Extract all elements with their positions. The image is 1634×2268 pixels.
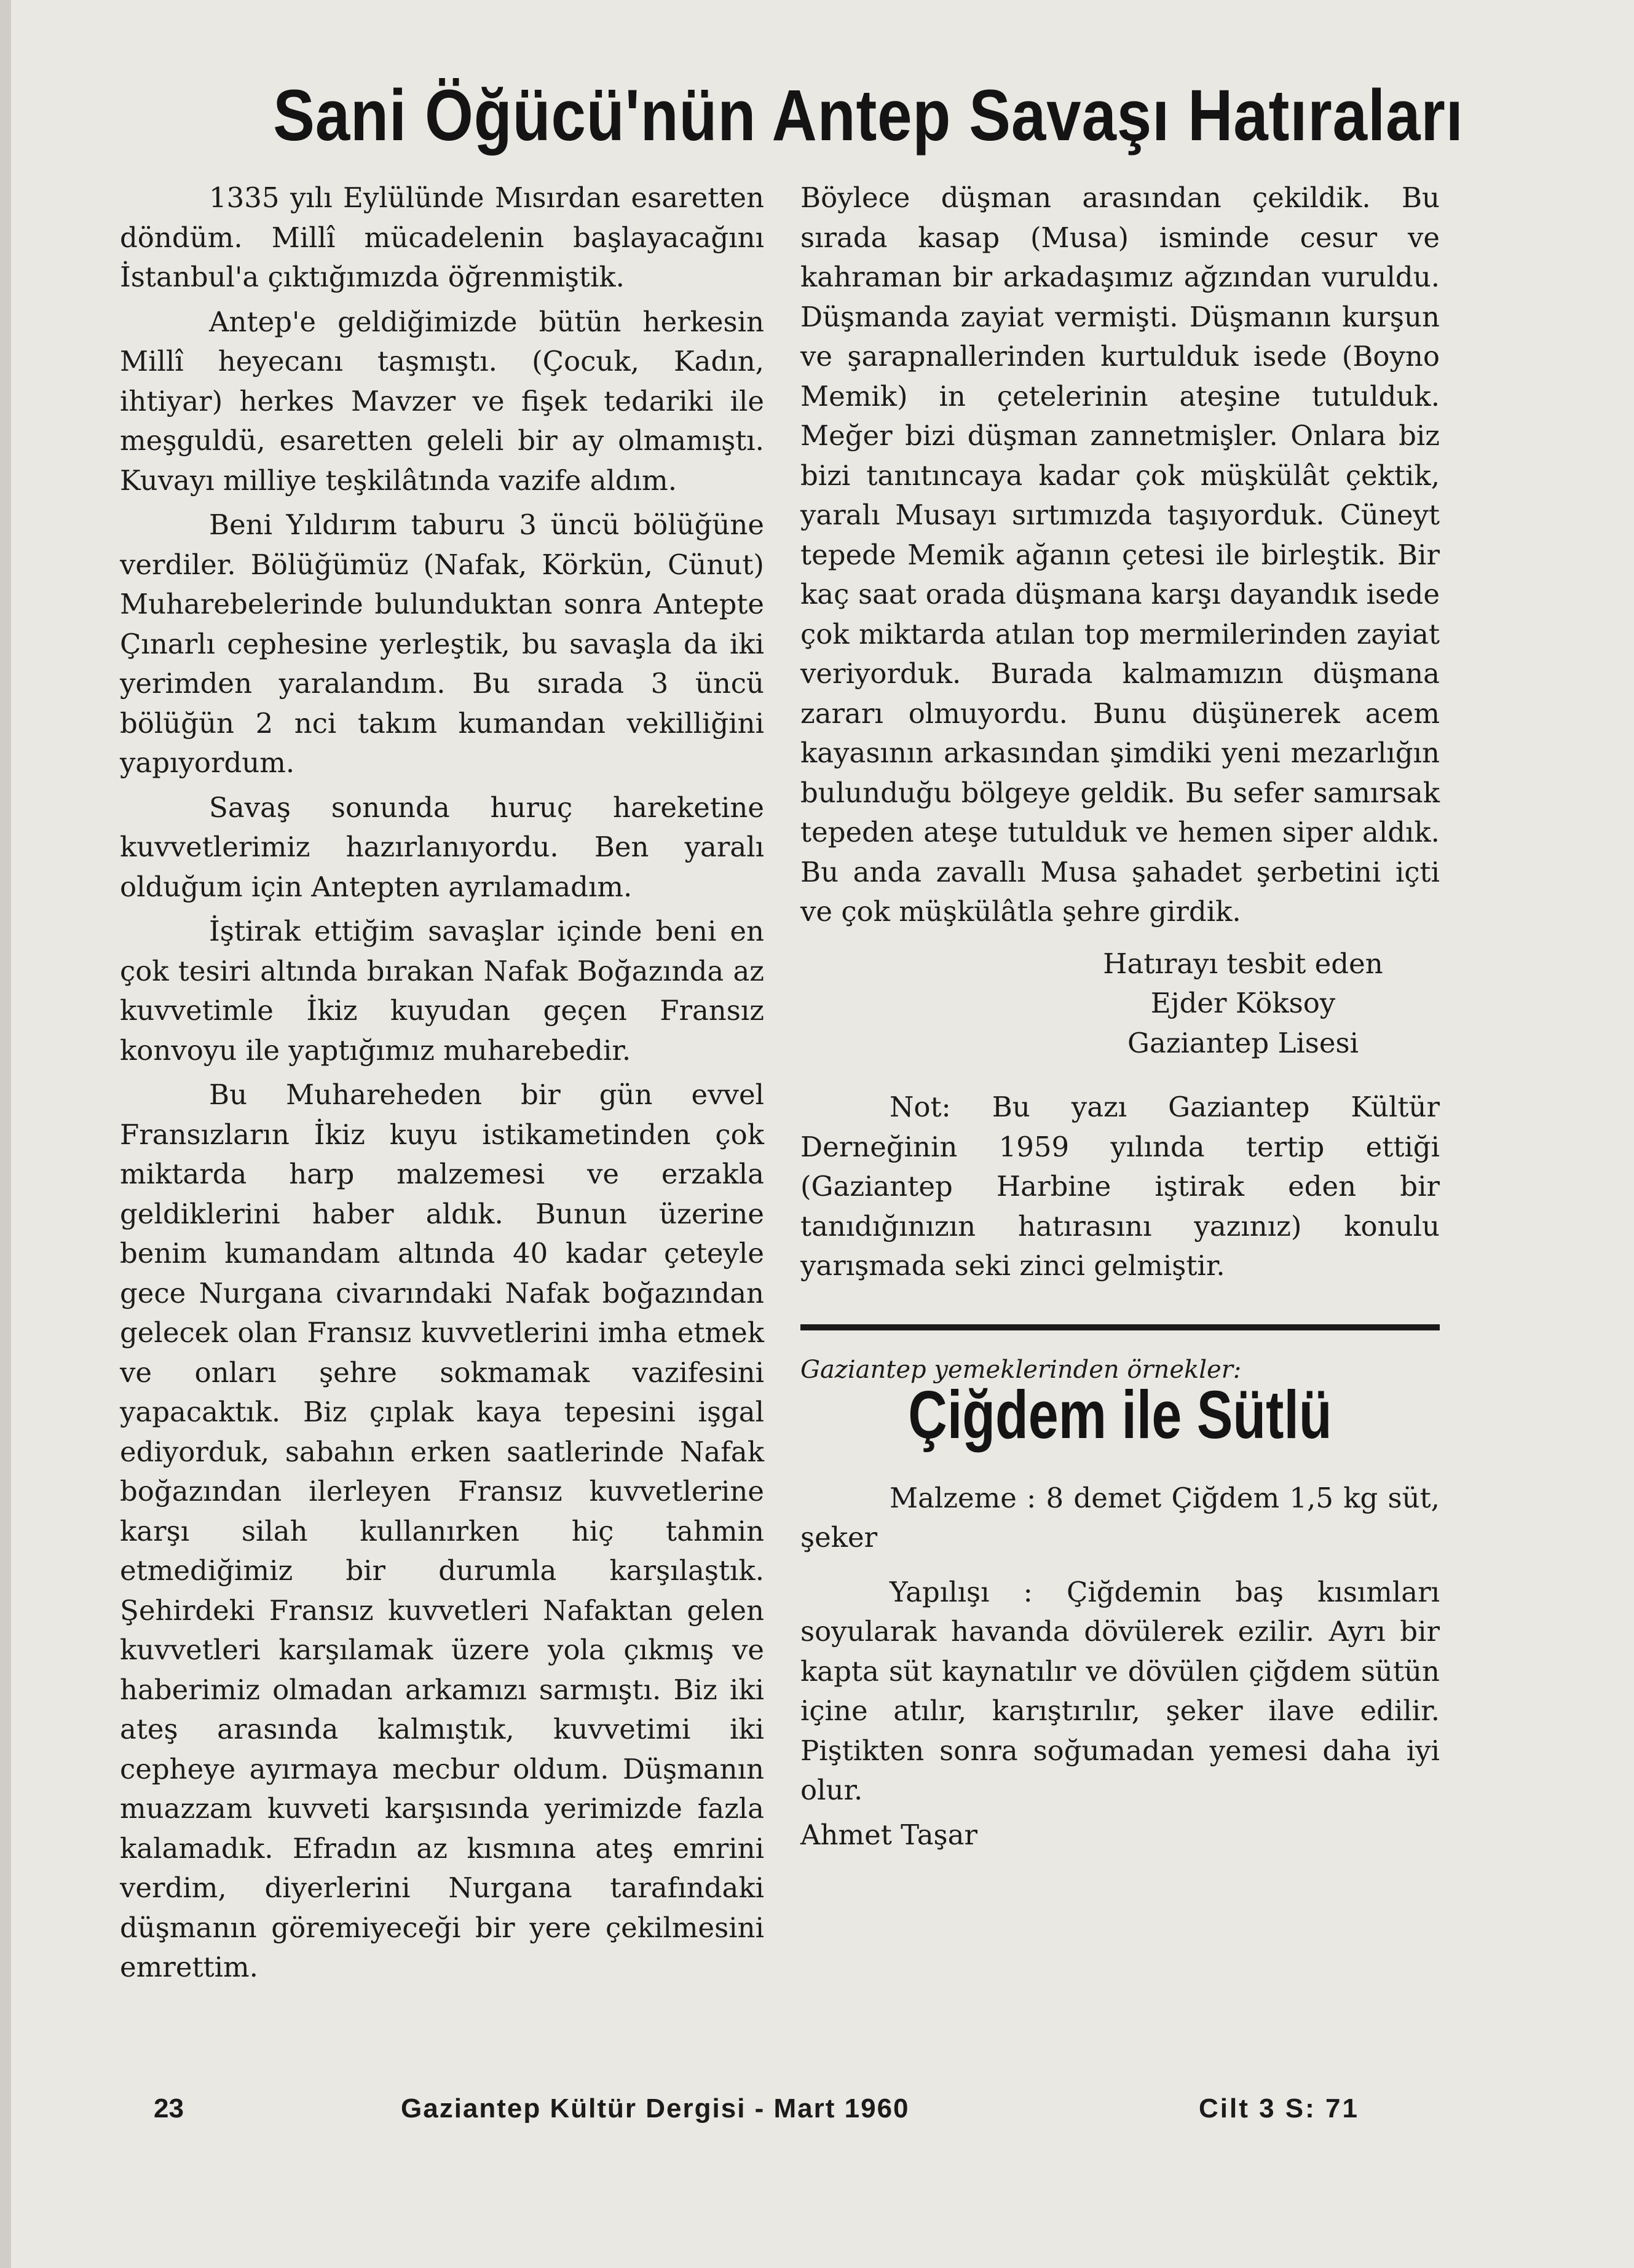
recipe-author: Ahmet Taşar <box>800 1818 977 1851</box>
paragraph: Beni Yıldırım taburu 3 üncü bölüğüne verdiler. Bölüğümüz (Nafak, Körkün, Cünut) Muharebelerinde bulunduktan sonra Antepte Çınarlı cephesine yerleştik, bu savaşla da iki yerimden yaralandım. Bu sırada 3 üncü bölüğün 2 nci takım kumandan vekilliğini yapıyordum. <box>120 508 764 779</box>
paragraph: Savaş sonunda huruç hareketine kuvvetlerimiz hazırlanıyordu. Ben yaralı olduğum için Antepten ayrılamadım. <box>120 791 764 903</box>
paragraph: Böylece düşman arasından çekildik. Bu sırada kasap (Musa) isminde cesur ve kahraman bir arkadaşımız ağzından vuruldu. Düşmanda zayiat vermişti. Düşmanın kurşun ve şarapnallerinden kurtulduk isede (Boyno Memik) in çetelerinin ateşine tutulduk. Meğer bizi düşman zannetmişler. Onlara biz bizi tanıtıncaya kadar çok müşkülât çektik, yaralı Musayı sırtımızda taşıyorduk. Cüneyt tepede Memik ağanın çetesi ile birleştik. Bir kaç saat orada düşmana karşı dayandık isede çok miktarda atılan top mermilerinden zayiat veriyorduk. Burada kalmamızın düşmana zararı olmuyordu. Bunu düşünerek acem kayasının arkasından şimdiki yeni mezarlığın bulunduğu bölgeye geldik. Bu sefer samırsak tepeden ateşe tutulduk ve hemen siper aldık. Bu anda zavallı Musa şahadet şerbetini içti ve çok müşkülâtla şehre girdik. <box>800 181 1440 928</box>
paragraph: İştirak ettiğim savaşlar içinde beni en çok tesiri altında bırakan Nafak Boğazında az kuvvetimle İkiz kuyudan geçen Fransız konvoyu ile yaptığımız muharebedir. <box>120 915 764 1067</box>
section-divider <box>800 1324 1440 1330</box>
paragraph: 1335 yılı Eylülünde Mısırdan esaretten döndüm. Millî mücadelenin başlayacağını İstanbul'a çıktığımızda öğrenmiştik. <box>120 181 764 293</box>
publication-name: Gaziantep Kültür Dergisi - Mart 1960 <box>401 2093 910 2124</box>
recipe-method: Yapılışı : Çiğdemin baş kısımları soyularak havanda dövülerek ezilir. Ayrı bir kapta süt kaynatılır ve dövülen çiğdem sütün içine atılır, karıştırılır, şeker ilave edilir. Piştikten sonra soğumadan yemesi daha iyi olur. <box>800 1575 1440 1806</box>
signature-block <box>800 944 1440 1064</box>
page-number: 23 <box>154 2093 184 2124</box>
signature-line: Hatırayı tesbit eden <box>1103 947 1383 980</box>
signature-school: Gaziantep Lisesi <box>1127 1026 1359 1059</box>
recipe-ingredients: Malzeme : 8 demet Çiğdem 1,5 kg süt, şeker <box>800 1481 1440 1554</box>
page-binding-edge <box>0 0 11 2268</box>
signature-name: Ejder Köksoy <box>1150 987 1336 1019</box>
recipe-title: Çiğdem ile Sütlü <box>908 1377 1332 1453</box>
paragraph: Antep'e geldiğimizde bütün herkesin Millî heyecanı taşmıştı. (Çocuk, Kadın, ihtiyar) herkes Mavzer ve fişek tedariki ile meşguldü, esaretten geleli bir ay olmamıştı. Kuvayı milliye teşkilâtında vazife aldım. <box>120 305 764 497</box>
left-column <box>120 178 764 1993</box>
note-paragraph: Not: Bu yazı Gaziantep Kültür Derneğinin 1959 yılında tertip ettiği (Gaziantep Harbine iştirak eden bir tanıdığınızın hatırasını yazınız) konulu yarışmada seki zinci gelmiştir. <box>800 1091 1440 1282</box>
paragraph: Bu Muhareheden bir gün evvel Fransızların İkiz kuyu istikametinden çok miktarda harp malzemesi ve erzakla geldiklerini haber aldık. Bunun üzerine benim kumandam altında 40 kadar çeteyle gece Nurgana civarındaki Nafak boğazından gelecek olan Fransız kuvvetlerini imha etmek ve onları şehre sokmamak vazifesini yapacaktık. Biz çıplak kaya tepesini işgal ediyorduk, sabahın erken saatlerinde Nafak boğazından ilerleyen Fransız kuvvetlerine karşı silah kullanırken hiç tahmin etmediğimiz bir durumla karşılaştık. Şehirdeki Fransız kuvvetleri Nafaktan gelen kuvvetleri karşılamak üzere yola çıkmış ve haberimiz olmadan arkamızı sarmıştı. Biz iki ateş arasında kalmıştık, kuvvetimi iki cepheye ayırmaya mecbur oldum. Düşmanın muazzam kuvveti karşısında yerimizde fazla kalamadık. Efradın az kısmına ateş emrini verdim, diyerlerini Nurgana tarafındaki düşmanın göremiyeceği bir yere çekilmesini emrettim. <box>120 1078 764 1983</box>
right-column <box>800 178 1440 1860</box>
volume-issue: Cilt 3 S: 71 <box>1199 2093 1359 2124</box>
article-title: Sani Öğücü'nün Antep Savaşı Hatıraları <box>273 75 1464 156</box>
recipe-caption: Gaziantep yemeklerinden örnekler: <box>800 1355 1242 1384</box>
